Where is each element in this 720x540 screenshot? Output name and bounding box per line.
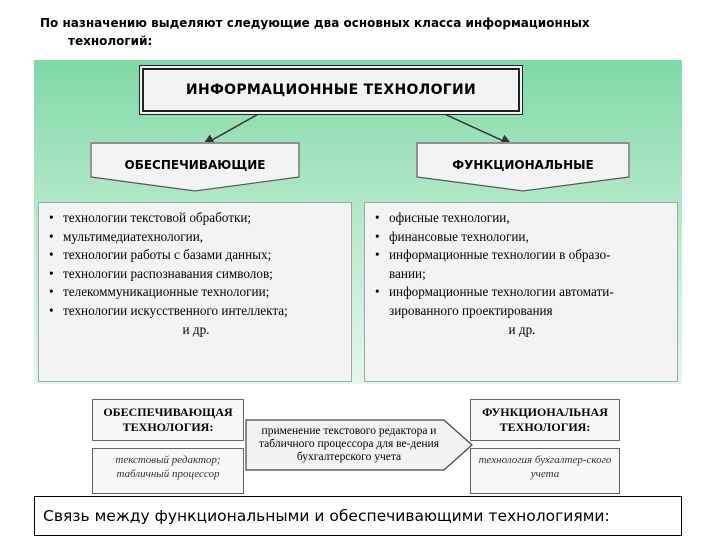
arrow-to-right [440,112,510,144]
list-item-continuation: зированного проектирования [389,302,553,318]
list-item: • технологии искусственного интеллекта; [49,302,343,321]
list-item: • информационные технологии в образо- [375,246,669,265]
list-item: • технологии текстовой обработки; [49,209,343,228]
left-branch-label: ОБЕСПЕЧИВАЮЩИЕ [124,158,266,172]
functional-tech-example: технология бухгалтер-ского учета [478,454,612,480]
list-item-continuation: вании; [389,265,426,281]
list-etc: и др. [508,321,536,337]
heading-line-2: технологий: [68,34,153,48]
right-branch-label: ФУНКЦИОНАЛЬНЫЕ [452,158,594,172]
arrow-to-left [205,112,262,144]
heading-line-1: По назначению выделяют следующие два основных класса информационных [40,16,590,30]
supporting-tech-example: текстовый редактор; табличный процессор [115,454,221,480]
supporting-tech-box [92,399,244,441]
supporting-tech-heading: ОБЕСПЕЧИВАЮЩАЯ ТЕХНОЛОГИЯ: [103,405,233,434]
list-item: • технологии распознавания символов; [49,265,343,284]
functional-tech-heading: ФУНКЦИОНАЛЬНАЯ ТЕХНОЛОГИЯ: [482,405,608,434]
relation-description: применение текстового редактора и табличного процессора для ве-дения бухгалтерского учета [259,425,439,463]
list-item: • телекоммуникационные технологии; [49,283,343,302]
functional-tech-list [364,202,678,382]
list-item: • финансовые технологии, [375,228,669,247]
diagram-title: ИНФОРМАЦИОННЫЕ ТЕХНОЛОГИИ [142,68,520,112]
list-item: • офисные технологии, [375,209,669,228]
list-etc: и др. [182,321,210,337]
list-item: • информационные технологии автомати- [375,283,669,302]
caption: Связь между функциональными и обеспечивающими технологиями: [34,496,682,536]
list-item: • мультимедиатехнологии, [49,228,343,247]
list-item: • технологии работы с базами данных; [49,246,343,265]
functional-tech-example-box [470,448,620,494]
functional-tech-box [470,399,620,441]
supporting-tech-list [38,202,352,382]
supporting-tech-example-box [92,448,244,494]
